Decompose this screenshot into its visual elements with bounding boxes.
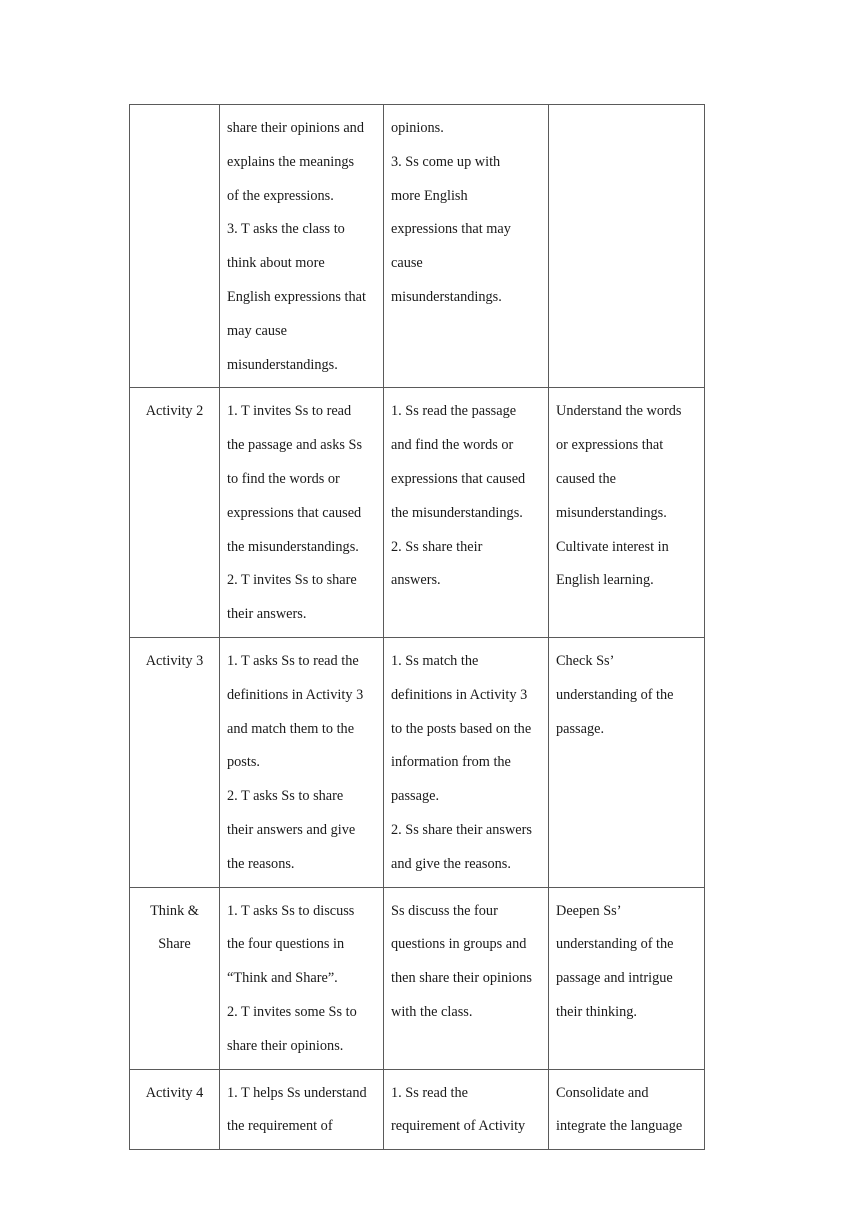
cell-text-line: to the posts based on the [391, 720, 532, 737]
cell-text-line: 1. Ss read the passage [391, 403, 517, 420]
student-activity-cell [384, 105, 549, 388]
cell-text-line: Deepen Ss’ [556, 902, 622, 919]
cell-text-line: Activity 2 [145, 403, 204, 420]
cell-text-line: Think & [150, 902, 199, 919]
cell-text-line: Activity 3 [145, 652, 204, 669]
cell-text-line: English expressions that [227, 288, 366, 305]
cell-text-line: understanding of the [556, 936, 674, 953]
cell-text-line: 3. T asks the class to [227, 221, 345, 238]
cell-text-line: answers. [391, 572, 441, 589]
cell-text-line: their thinking. [556, 1003, 638, 1020]
cell-text-line: Understand the words [556, 403, 682, 420]
cell-text-line: or expressions that [556, 437, 664, 454]
cell-text-line: expressions that caused [227, 504, 362, 521]
cell-text-line: 1. T asks Ss to discuss [227, 902, 355, 919]
cell-text-line: Activity 4 [145, 1084, 204, 1101]
lesson-plan-table [129, 104, 705, 1150]
cell-text-line: and give the reasons. [391, 855, 511, 872]
cell-text-line: 2. Ss share their answers [391, 821, 532, 838]
cell-text-line: understanding of the [556, 686, 674, 703]
purpose-cell [549, 105, 705, 388]
step-cell [130, 388, 220, 638]
teacher-activity-cell [220, 637, 384, 887]
teacher-activity-cell [220, 887, 384, 1069]
cell-text-line: 1. T helps Ss understand [227, 1084, 367, 1101]
table-row [130, 388, 705, 638]
cell-text-line: 1. T asks Ss to read the [227, 652, 359, 669]
purpose-cell [549, 637, 705, 887]
teacher-activity-cell [220, 388, 384, 638]
cell-text-line: cause [391, 255, 423, 272]
table-row [130, 1069, 705, 1150]
student-activity-cell [384, 637, 549, 887]
cell-text-line: Consolidate and [556, 1084, 649, 1101]
cell-text-line: their answers. [227, 606, 307, 623]
cell-text-line: misunderstandings. [227, 356, 338, 373]
cell-text-line: Share [158, 936, 191, 953]
cell-text-line: the misunderstandings. [227, 538, 359, 555]
cell-text-line: think about more [227, 255, 325, 272]
cell-text-line: 1. Ss read the [391, 1084, 469, 1101]
cell-text-line: of the expressions. [227, 187, 334, 204]
table-row [130, 637, 705, 887]
cell-text-line: and match them to the [227, 720, 355, 737]
cell-text-line: the four questions in [227, 936, 345, 953]
cell-text-line: integrate the language [556, 1118, 683, 1135]
cell-text-line: caused the [556, 470, 616, 487]
cell-text-line: then share their opinions [391, 970, 532, 987]
cell-text-line: Ss discuss the four [391, 902, 498, 919]
cell-text-line: the passage and asks Ss [227, 437, 363, 454]
cell-text-line: with the class. [391, 1003, 473, 1020]
purpose-cell [549, 887, 705, 1069]
cell-text-line: more English [391, 187, 468, 204]
cell-text-line: 2. T asks Ss to share [227, 788, 344, 805]
cell-text-line: questions in groups and [391, 936, 527, 953]
cell-text-line: 2. T invites some Ss to [227, 1003, 357, 1020]
student-activity-cell [384, 887, 549, 1069]
cell-text-line: definitions in Activity 3 [391, 686, 528, 703]
cell-text-line: expressions that may [391, 221, 511, 238]
step-cell [130, 1069, 220, 1150]
cell-text-line: Cultivate interest in [556, 538, 669, 555]
step-cell [130, 105, 220, 388]
teacher-activity-cell [220, 105, 384, 388]
student-activity-cell [384, 1069, 549, 1150]
cell-text-line: misunderstandings. [556, 504, 667, 521]
cell-text-line: passage. [556, 720, 605, 737]
cell-text-line: 3. Ss come up with [391, 153, 501, 170]
cell-text-line: the requirement of [227, 1118, 333, 1135]
student-activity-cell [384, 388, 549, 638]
cell-text-line: explains the meanings [227, 153, 355, 170]
teacher-activity-cell [220, 1069, 384, 1150]
cell-text-line: English learning. [556, 572, 654, 589]
cell-text-line: misunderstandings. [391, 288, 502, 305]
cell-text-line: passage. [391, 788, 440, 805]
cell-text-line: their answers and give [227, 821, 356, 838]
cell-text-line: 2. Ss share their [391, 538, 483, 555]
cell-text-line: to find the words or [227, 470, 340, 487]
cell-text-line: 2. T invites Ss to share [227, 572, 357, 589]
cell-text-line: definitions in Activity 3 [227, 686, 364, 703]
cell-text-line: information from the [391, 754, 511, 771]
cell-text-line: and find the words or [391, 437, 514, 454]
table-row [130, 887, 705, 1069]
cell-text-line: 1. Ss match the [391, 652, 479, 669]
cell-text-line: “Think and Share”. [227, 970, 338, 987]
cell-text-line: share their opinions and [227, 120, 364, 136]
lesson-plan-body [130, 105, 705, 1150]
step-cell [130, 637, 220, 887]
cell-text-line: share their opinions. [227, 1037, 344, 1054]
cell-text-line: requirement of Activity [391, 1118, 526, 1135]
cell-text-line: passage and intrigue [556, 970, 673, 987]
cell-text-line: may cause [227, 322, 287, 339]
cell-text-line: expressions that caused [391, 470, 526, 487]
cell-text-line: posts. [227, 754, 260, 771]
cell-text-line: the misunderstandings. [391, 504, 523, 521]
table-row [130, 105, 705, 388]
cell-text-line: 1. T invites Ss to read [227, 403, 352, 420]
cell-text-line: Check Ss’ [556, 652, 615, 669]
purpose-cell [549, 388, 705, 638]
step-cell [130, 887, 220, 1069]
cell-text-line: opinions. [391, 120, 444, 136]
purpose-cell [549, 1069, 705, 1150]
cell-text-line: the reasons. [227, 855, 295, 872]
